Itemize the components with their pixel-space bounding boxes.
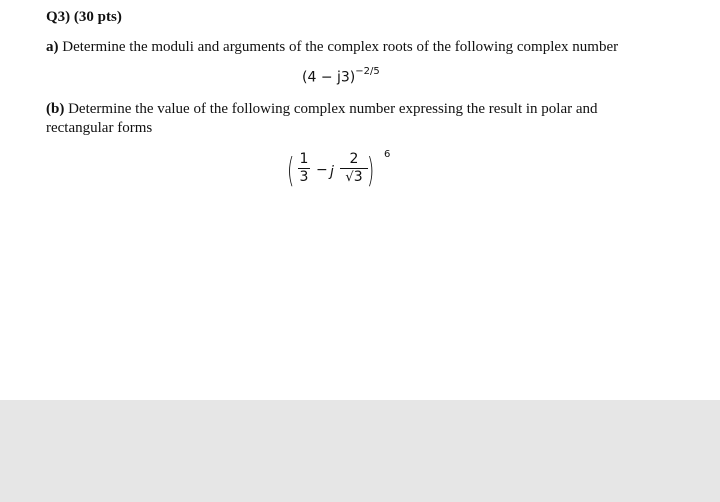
- right-paren: ): [366, 151, 375, 191]
- part-a-expression-exponent: −2/5: [355, 66, 380, 77]
- part-a-label: a): [46, 39, 59, 55]
- gray-background-band: [0, 400, 720, 502]
- part-a-expression: [302, 68, 380, 86]
- left-paren: (: [286, 151, 295, 191]
- part-b-expression: [288, 150, 428, 198]
- fraction-one-third: [298, 152, 310, 185]
- radical-sign: √: [345, 170, 354, 185]
- part-a-prompt: [46, 39, 618, 56]
- part-b-text: Determine the value of the following complex number expressing the result in polar and rectangular forms: [46, 101, 598, 136]
- fraction2-numerator: 2: [349, 151, 359, 167]
- part-a-text: Determine the moduli and arguments of the complex roots of the following complex number: [62, 39, 619, 55]
- imaginary-unit: j: [330, 164, 334, 180]
- part-a-expression-base: (4 − j3): [302, 69, 356, 86]
- fraction2-denominator: [340, 170, 368, 185]
- fraction1-numerator: 1: [299, 151, 309, 167]
- fraction1-denominator: 3: [299, 169, 309, 185]
- part-b-prompt: [46, 100, 666, 138]
- part-b-label: (b): [46, 101, 65, 117]
- fraction-two-over-root-three: [340, 152, 368, 185]
- question-title: Q3) (30 pts): [46, 9, 122, 25]
- power-exponent: 6: [384, 149, 391, 160]
- radicand: 3: [353, 169, 363, 185]
- minus-sign: −: [316, 162, 328, 178]
